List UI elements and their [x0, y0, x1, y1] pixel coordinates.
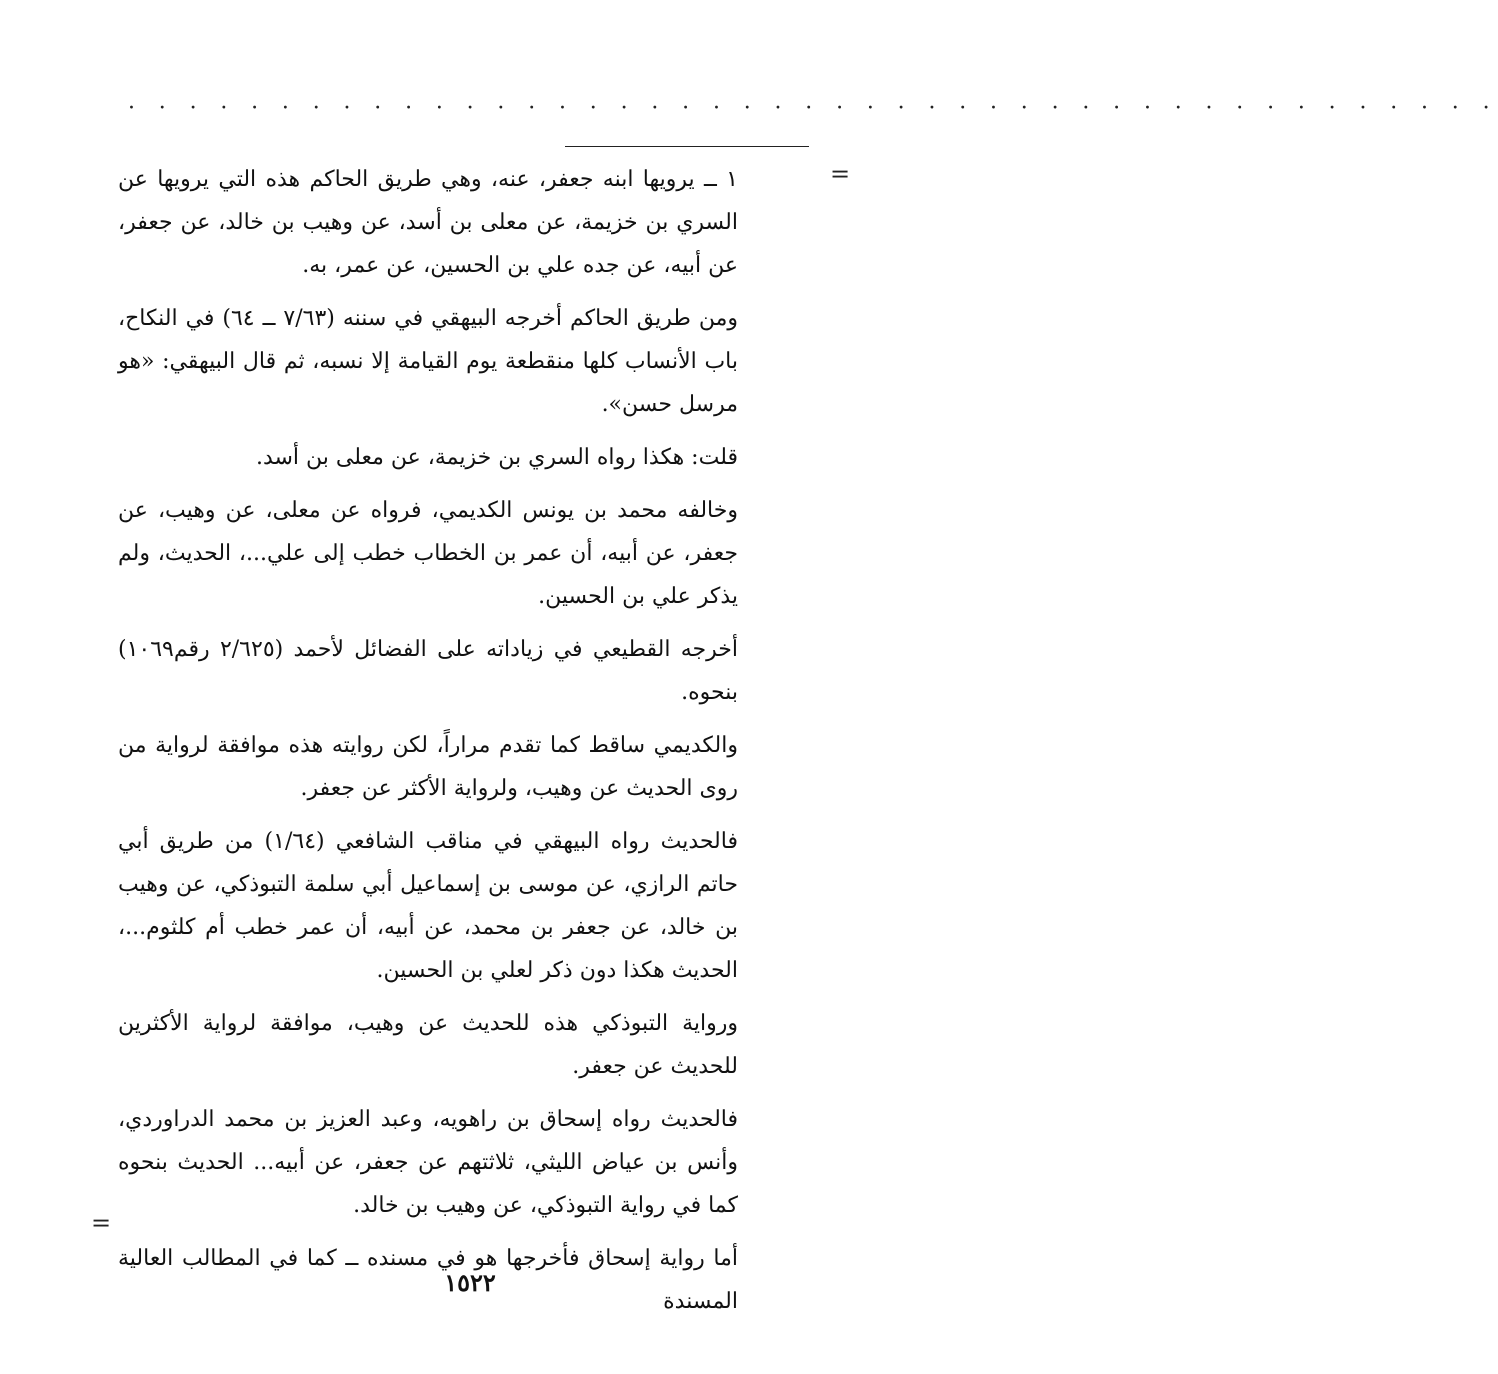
paragraph: أما رواية إسحاق فأخرجها هو في مسنده ــ كما في المطالب العالية المسندة — [118, 1246, 738, 1314]
paragraph: فالحديث رواه إسحاق بن راهويه، وعبد العزيز بن محمد الدراوردي، وأنس بن عياض الليثي، ثلاثتهم عن جعفر، عن أبيه... الحديث بنحوه كما في رواية التبوذكي، عن وهيب بن خالد. — [118, 1107, 738, 1218]
paragraph: والكديمي ساقط كما تقدم مراراً، لكن روايته هذه موافقة لرواية من روى الحديث عن وهيب، ولرواية الأكثر عن جعفر. — [118, 733, 738, 801]
paragraph: فالحديث رواه البيهقي في مناقب الشافعي (١/٦٤) من طريق أبي حاتم الرازي، عن موسى بن إسماعيل أبي سلمة التبوذكي، عن وهيب بن خالد، عن جعفر بن محمد، عن أبيه، أن عمر خطب أم كلثوم...، الحديث هكذا دون ذكر لعلي بن الحسين. — [118, 829, 738, 983]
continuation-mark-bottom: = — [91, 1209, 112, 1237]
page-number: ١٥٢٢ — [444, 1268, 496, 1297]
continuation-mark-top: = — [830, 160, 851, 188]
paragraph: وخالفه محمد بن يونس الكديمي، فرواه عن معلى، عن وهيب، عن جعفر، عن أبيه، أن عمر بن الخطاب خطب إلى علي...، الحديث، ولم يذكر علي بن الحسين. — [118, 498, 738, 609]
paragraph: أخرجه القطيعي في زياداته على الفضائل لأحمد (٢/٦٢٥ رقم١٠٦٩) بنحوه. — [118, 637, 738, 705]
header-dotted-line: · · · · · · · · · · · · · · · · · · · · · · · · · · · · · · · · · · · · · · · · · · · · · — [128, 96, 1498, 121]
paragraph: ورواية التبوذكي هذه للحديث عن وهيب، موافقة لرواية الأكثرين للحديث عن جعفر. — [118, 1011, 738, 1079]
footnote-text — [118, 158, 738, 1333]
paragraph: ١ ــ يرويها ابنه جعفر، عنه، وهي طريق الحاكم هذه التي يرويها عن السري بن خزيمة، عن معلى بن أسد، عن وهيب بن خالد، عن جعفر، عن أبيه، عن جده علي بن الحسين، عن عمر، به. — [118, 167, 738, 278]
paragraph: قلت: هكذا رواه السري بن خزيمة، عن معلى بن أسد. — [255, 445, 738, 470]
paragraph: ومن طريق الحاكم أخرجه البيهقي في سننه (٧/٦٣ ــ ٦٤) في النكاح، باب الأنساب كلها منقطعة يوم القيامة إلا نسبه، ثم قال البيهقي: «هو مرسل حسن». — [118, 306, 738, 417]
footnote-separator-rule — [565, 146, 809, 147]
